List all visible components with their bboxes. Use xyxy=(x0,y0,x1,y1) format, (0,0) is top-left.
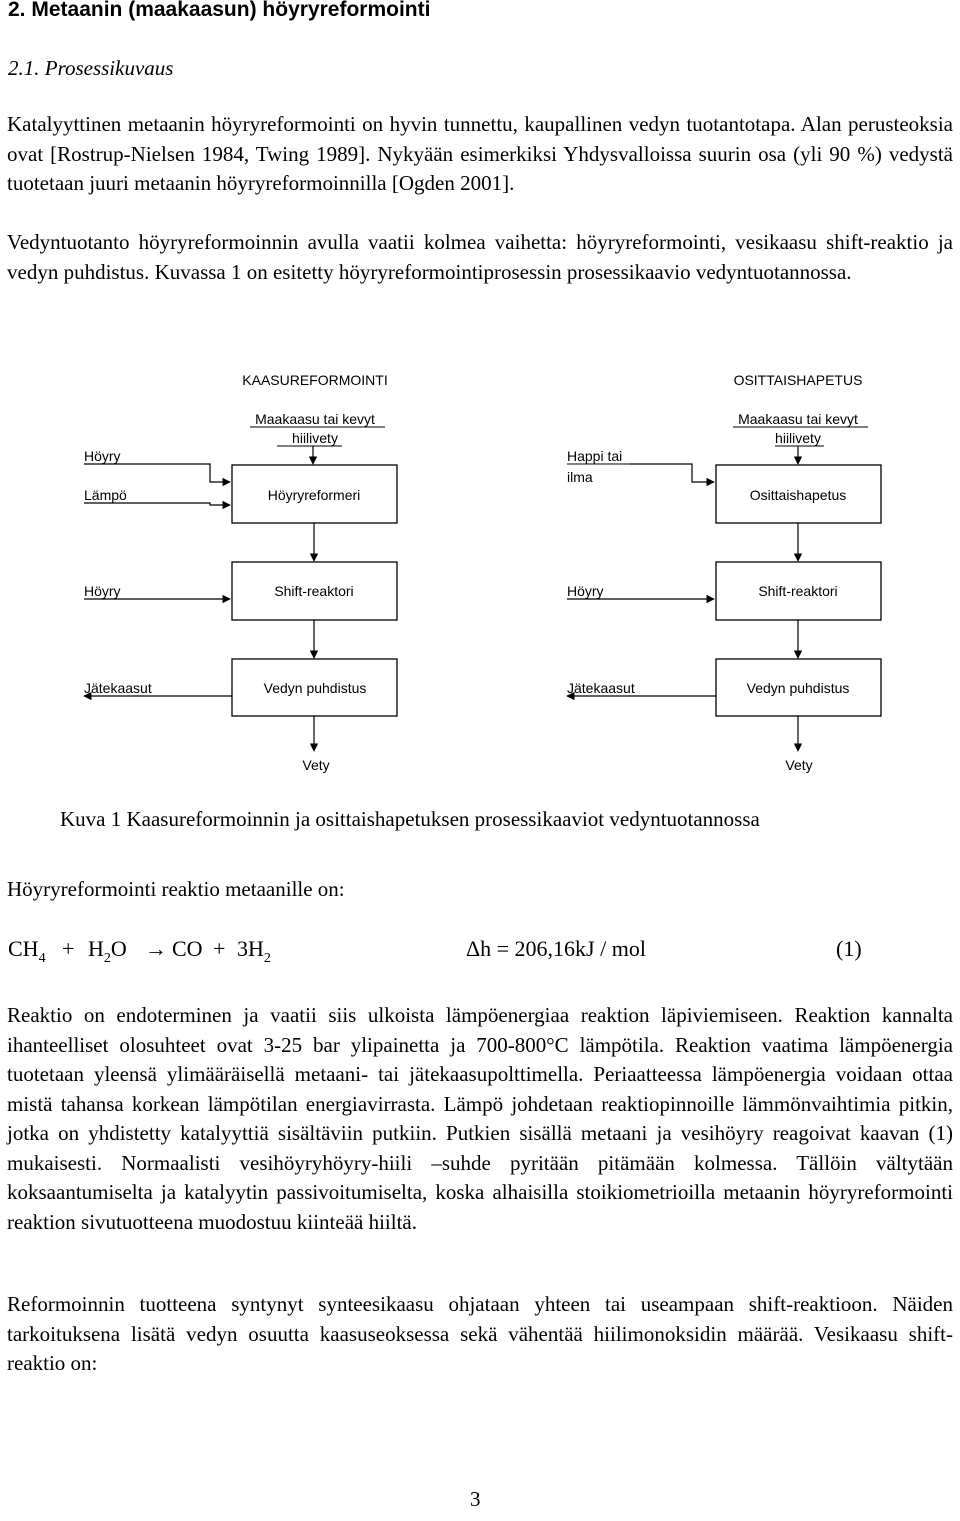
eq-number: (1) xyxy=(836,936,862,961)
eq-reactant-1: $CH_4$ xyxy=(8,936,46,966)
eq-plus-1: + xyxy=(62,936,75,961)
right-feed-label-1: Maakaasu tai kevyt xyxy=(738,411,858,427)
box-hoyryreformeri-label: Höyryreformeri xyxy=(267,487,361,503)
left-feed-label-1: Maakaasu tai kevyt xyxy=(255,411,375,427)
eq-plus-2: + xyxy=(213,936,226,961)
left-input-heat-line xyxy=(84,503,230,505)
eq-product-2: $3H_2$ xyxy=(237,936,271,966)
box-purification-left-label: Vedyn puhdistus xyxy=(263,680,367,696)
box-purification-right-label: Vedyn puhdistus xyxy=(746,680,850,696)
page-number: 3 xyxy=(470,1487,481,1511)
left-input-steam: Höyry xyxy=(84,448,121,464)
right-feed-label-2: hiilivety xyxy=(775,430,821,446)
right-output-waste: Jätekaasut xyxy=(567,680,635,696)
eq-enthalpy: Δh = 206,16kJ / mol xyxy=(466,936,646,961)
box-shift-left-label: Shift-reaktori xyxy=(274,583,354,599)
reaction-equation xyxy=(8,936,878,972)
left-input-heat: Lämpö xyxy=(84,487,127,503)
left-input-steam-2: Höyry xyxy=(84,583,121,599)
paragraph-endothermic: Reaktio on endoterminen ja vaatii siis ulkoista lämpöenergiaa reaktion läpiviemiseen. Reaktion kannalta ihanteelliset olosuhteet ovat 3-25 bar ylipainetta ja 700-800°C lämpötila. Reaktion vaatima lämpöenergia tuotetaan yleensä ylimääräisellä metaani- tai jätekaasupolttimella. Periaatteessa lämpöenergia voidaan ottaa mistä tahansa korkean lämpötilan energiavirrasta. Lämpö johdetaan reaktiopinnoille lämmönvaihtimia pitkin, jotka on yhdistetty katalyyttiä sisältäviin putkiin. Putkien sisällä metaani ja vesihöyry reagoivat kaavan (1) mukaisesti. Normaalisti vesihöyryhöyry-hiili –suhde pyritään pitämään kolmessa. Tällöin vältytään koksaantumiselta ja katalyytin passivoitumiselta, koska alhaisilla stoikiometrioilla metaanin höyryreformointi reaktion sivutuotteena muodostuu kiinteää hiiltä. xyxy=(7,1003,953,1234)
subsection-heading: 2.1. Prosessikuvaus xyxy=(8,56,174,80)
eq-reactant-2: $H_2O$ xyxy=(88,936,127,966)
right-input-oxygen-1: Happi tai xyxy=(567,448,623,464)
equation-intro: Höyryreformointi reaktio metaanille on: xyxy=(7,877,345,901)
left-input-steam-line xyxy=(84,464,230,482)
right-process-partial-oxidation xyxy=(567,372,881,773)
left-output-waste: Jätekaasut xyxy=(84,680,152,696)
paragraph-intro: Katalyyttinen metaanin höyryreformointi on hyvin tunnettu, kaupallinen vedyn tuotantotapa. Alan perusteoksia ovat [Rostrup-Nielsen 1984, Twing 1989]. Nykyään esimerkiksi Yhdysvalloissa suurin osa (yli 90 %) vedystä tuotetaan juuri metaanin höyryreformoinnilla [Ogden 2001]. xyxy=(7,112,953,195)
right-input-steam: Höyry xyxy=(567,583,604,599)
left-feed-label-2: hiilivety xyxy=(292,430,338,446)
figure-caption: Kuva 1 Kaasureformoinnin ja osittaishapetuksen prosessikaaviot vedyntuotannossa xyxy=(60,807,760,831)
section-heading: 2. Metaanin (maakaasun) höyryreformointi xyxy=(8,0,431,21)
right-input-oxygen-line xyxy=(630,464,714,482)
box-shift-right-label: Shift-reaktori xyxy=(758,583,838,599)
eq-product-1: CO xyxy=(172,936,203,961)
left-product: Vety xyxy=(302,757,330,773)
right-product: Vety xyxy=(785,757,813,773)
box-osittaishapetus-label: Osittaishapetus xyxy=(749,487,847,503)
right-title: OSITTAISHAPETUS xyxy=(733,372,863,388)
right-input-oxygen-2: ilma xyxy=(567,469,593,485)
eq-arrow: → xyxy=(145,936,167,961)
left-title: KAASUREFORMOINTI xyxy=(242,372,388,388)
paragraph-shift: Reformoinnin tuotteena syntynyt synteesikaasu ohjataan yhteen tai useampaan shift-reaktioon. Näiden tarkoituksena lisätä vedyn osuutta kaasuseoksessa sekä vähentää hiilimonoksidin määrää. Vesikaasu shift-reaktio on: xyxy=(7,1292,953,1375)
paragraph-stages: Vedyntuotanto höyryreformoinnin avulla vaatii kolmea vaihetta: höyryreformointi, vesikaasu shift-reaktio ja vedyn puhdistus. Kuvassa 1 on esitetty höyryreformointiprosessin prosessikaavio vedyntuotannossa. xyxy=(7,230,953,284)
left-process-reforming xyxy=(84,372,397,773)
process-flow-diagram xyxy=(0,350,960,790)
